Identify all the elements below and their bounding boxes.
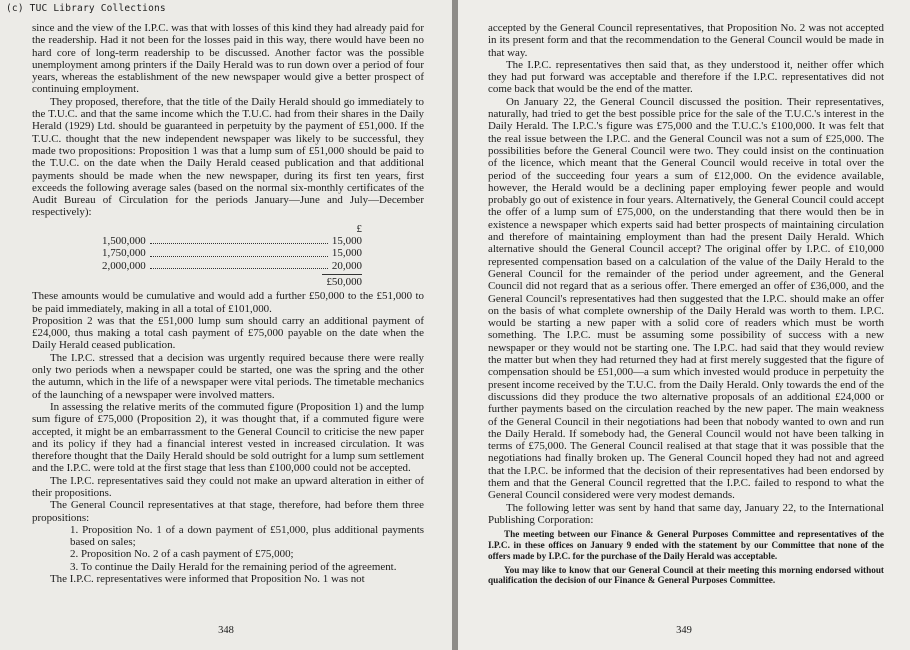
collection-watermark: (c) TUC Library Collections — [6, 3, 166, 14]
table-row — [102, 235, 362, 247]
paragraph: Proposition 2 was that the £51,000 lump sum should carry an additional payment of £24,000, thus making a total cash payment of £75,000 payable on the date when the Daily Herald ceased publication. — [32, 314, 424, 352]
payment-amount: 20,000 — [331, 259, 362, 272]
list-item: 1. Proposition No. 1 of a down payment of £51,000, plus additional payments based on sales; — [70, 523, 424, 549]
paragraph: They proposed, therefore, that the title of the Daily Herald should go immediately to the T.U.C. and that the same income which the T.U.C. had from their shares in the Daily Herald (1929) Ltd. should be guaranteed in perpetuity by the payment of £51,000. If the T.U.C. thought that the new independent newspaper was likely to be successful, they made two propositions: Proposition 1 was that a lump sum of £51,000 should be paid to the T.U.C. on the date when the Daily Herald ceased publication and that additional payments should be made when the new newspaper, during its first ten years, first exceeds the following average sales (based on the normal six-monthly certificates of the Audit Bureau of Circulation for the periods January—June and July—December respectively): — [32, 95, 424, 219]
paragraph: On January 22, the General Council discussed the position. Their representatives, naturally, had tried to get the best possible price for the sale of the T.U.C.'s interest in the Daily Herald. The I.P.C.'s figure was £75,000 and the T.U.C.'s £100,000. It was felt that the real issue between the I.P.C. and the General Council was not a sum of £25,000. The possibilities before the General Council were two. They could insist on the continuation of the licence, which meant that the General Council would receive in total over the period of the succeeding four years a sum of £12,000. On the evidence available, however, the Herald would be a declining paper employing fewer people and would probably go out of existence in four years. Alternatively, the General Council could accept the offer of a lump sum of £75,000, on the understanding that there would then be in existence a newspaper which experts said had better prospects of maintaining circulation and therefore of maintaining employment than had the present Daily Herald. Which alternative should the General Council accept? The original offer by I.P.C. of £10,000 represented compensation based on a calculation of the value of the Daily Herald to the General Council for the remainder of the period under agreement, and the General Council did not regard that as a serious offer. There emerged an offer of £36,000, and the General Council's representatives had then suggested that the I.P.C. should make an offer on the basis of what complete ownership of the Daily Herald was worth to them. I.P.C. would be starting a new paper with a solid core of readers which must be worth something. The I.P.C. must be assuming some possibility of success with a new newspaper or they would not be starting one. The I.P.C. had said that they would review the matter but when they had returned they had at first merely suggested that the figure of compensation should be £51,000—a sum which invested would produce in perpetuity the present income received by the T.U.C. from the Daily Herald. Only towards the end of the discussions did they produce the two alternative proposals of an additional £24,000 or further payments based on the circulation reached by the new paper. The main weakness of the General Council in their negotiations had been that nobody wanted to own and run the Daily Herald. If somebody had, the General Council would not have been talking in terms of £75,000. The General Council realised at that stage that it was possible that the negotiations had finally broken up. The General Council hoped they had not and agreed that the I.P.C. be informed that the decision of their representatives had been endorsed by them and that the General Council regretted that the I.P.C. failed to respond to what the General Council considered were very modest demands. — [488, 95, 884, 502]
paragraph: These amounts would be cumulative and would add a further £50,000 to the £51,000 to be paid immediately, making in all a total of £101,000. — [32, 290, 424, 315]
sales-payment-table — [102, 223, 362, 288]
sales-threshold: 2,000,000 — [102, 259, 146, 272]
leader-dots — [150, 247, 328, 256]
paragraph: The I.P.C. representatives were informed that Proposition No. 1 was not — [50, 573, 365, 586]
sales-threshold: 1,750,000 — [102, 247, 146, 260]
left-page — [0, 0, 452, 650]
payment-amount: 15,000 — [331, 247, 362, 260]
right-page — [458, 0, 910, 650]
paragraph: The General Council representatives at that stage, therefore, had before them three propositions: — [32, 499, 424, 524]
payment-amount: 15,000 — [331, 235, 362, 248]
total-rule — [322, 274, 362, 275]
list-item: 3. To continue the Daily Herald for the remaining period of the agreement. — [70, 560, 397, 573]
paragraph: The I.P.C. representatives then said that, as they understood it, neither offer which they had put forward was acceptable and therefore if the I.P.C. representatives did not come back that would be the end of the matter. — [488, 58, 884, 96]
letter-paragraph: You may like to know that our General Council at their meeting this morning endorsed without qualification the decision of our Finance & General Purposes Committee. — [488, 564, 884, 586]
paragraph: The following letter was sent by hand that same day, January 22, to the International Publishing Corporation: — [488, 501, 884, 526]
leader-dots — [150, 260, 328, 269]
list-item: 2. Proposition No. 2 of a cash payment of £75,000; — [70, 548, 294, 561]
letter-paragraph: The meeting between our Finance & General Purposes Committee and representatives of the I.P.C. in these offices on January 9 ended with the statement by our Committee that none of the offers made by I.P.C. for the purchase of the Daily Herald was acceptable. — [488, 529, 884, 561]
currency-symbol: £ — [356, 222, 362, 235]
quoted-letter — [488, 529, 884, 586]
total-amount: £50,000 — [326, 275, 362, 288]
paragraph: The I.P.C. stressed that a decision was urgently required because there were really only two periods when a newspaper could be started, one was the spring and the other the autumn, which in the life of a newspaper were vital periods. The timetable mechanics of the launching of a newspaper were involved matters. — [32, 351, 424, 401]
paragraph: accepted by the General Council representatives, that Proposition No. 2 was not accepted in its present form and that the recommendation to the General Council would be made in that way. — [488, 22, 884, 59]
leader-dots — [150, 235, 328, 244]
page-number: 349 — [676, 625, 692, 636]
table-row — [102, 260, 362, 272]
sales-threshold: 1,500,000 — [102, 235, 146, 248]
paragraph: The I.P.C. representatives said they could not make an upward alteration in either of their propositions. — [32, 474, 424, 499]
table-row — [102, 247, 362, 259]
page-number: 348 — [218, 625, 234, 636]
right-page-text — [488, 22, 884, 586]
paragraph: In assessing the relative merits of the commuted figure (Proposition 1) and the lump sum figure of £75,000 (Proposition 2), it was thought that, if a commuted figure were accepted, it might be an embarrassment to the General Council to criticise the new paper and its policy if they had a financial interest vested in increased circulation. It was therefore thought that the Daily Herald should be sold outright for a lump sum settlement and the I.P.C. were told at the first stage that less than £100,000 could not be accepted. — [32, 400, 424, 475]
left-page-text — [32, 22, 424, 585]
propositions-list — [70, 524, 424, 573]
paragraph: since and the view of the I.P.C. was that with losses of this kind they had already paid for the readership. Had it not been for the losses paid in this way, there would have been no hard core of long-term readership to be discussed. Another factor was the possible unemployment among printers if the Daily Herald was to run down over a period of four years, whereas the establishment of the new newspaper would give a better prospect of continuing employment. — [32, 22, 424, 96]
